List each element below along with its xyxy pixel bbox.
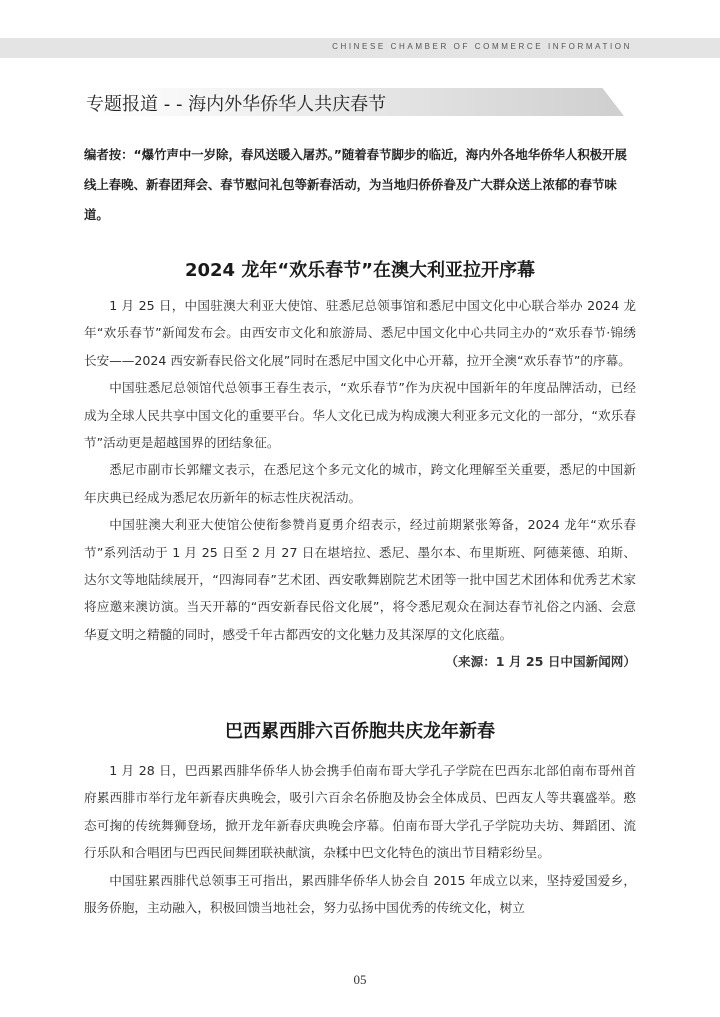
article-title: 巴西累西腓六百侨胞共庆龙年新春 [225, 721, 495, 742]
section-header [84, 88, 636, 116]
article-source: （来源：1 月 25 日中国新闻网） [445, 654, 636, 670]
section-title: 专题报道 - - 海内外华侨华人共庆春节 [86, 94, 387, 115]
paragraph: 中国驻澳大利亚大使馆公使衔参赞肖夏勇介绍表示，经过前期紧张筹备，2024 龙年“欢乐春节”系列活动于 1 月 25 日至 2 月 27 日在堪培拉、悉尼、墨尔本、布里斯班、阿德莱德、珀斯、达尔文等地陆续展开，“四海同春”艺术团、西安歌舞剧院艺术团等一批中国艺术团体和优秀艺术家将应邀来澳访演。当天开幕的“西安新春民俗文化展”，将令悉尼观众在洞达春节礼俗之内涵、会意华夏文明之精髓的同时，感受千年古都西安的文化魅力及其深厚的文化底蕴。 [84, 517, 636, 642]
article-body [84, 292, 636, 676]
editor-note: 编者按：“爆竹声中一岁除，春风送暖入屠苏。”随着春节脚步的临近，海内外各地华侨华人积极开展线上春晚、新春团拜会、春节慰问礼包等新春活动，为当地归侨侨眷及广大群众送上浓郁的春节味道。 [84, 147, 627, 222]
article-body [84, 757, 636, 921]
header-band [0, 38, 720, 58]
publication-name: CHINESE CHAMBER OF COMMERCE INFORMATION [332, 42, 632, 51]
paragraph: 中国驻悉尼总领馆代总领事王春生表示，“欢乐春节”作为庆祝中国新年的年度品牌活动，已经成为全球人民共享中国文化的重要平台。华人文化已成为构成澳大利亚多元文化的一部分，“欢乐春节”活动更是超越国界的团结象征。 [84, 380, 636, 451]
paragraph: 1 月 28 日，巴西累西腓华侨华人协会携手伯南布哥大学孔子学院在巴西东北部伯南布哥州首府累西腓市举行龙年新春庆典晚会，吸引六百余名侨胞及协会全体成员、巴西友人等共襄盛举。憨态可掬的传统舞狮登场，掀开龙年新春庆典晚会序幕。伯南布哥大学孔子学院功夫坊、舞蹈团、流行乐队和合唱团与巴西民间舞团联袂献演，杂糅中巴文化特色的演出节目精彩纷呈。 [84, 763, 636, 861]
article-title: 2024 龙年“欢乐春节”在澳大利亚拉开序幕 [184, 260, 536, 281]
page-number: 05 [353, 972, 367, 987]
paragraph: 中国驻累西腓代总领事王可指出，累西腓华侨华人协会自 2015 年成立以来，坚持爱国爱乡，服务侨胞，主动融入，积极回馈当地社会，努力弘扬中国优秀的传统文化，树立 [84, 872, 636, 916]
paragraph: 1 月 25 日，中国驻澳大利亚大使馆、驻悉尼总领事馆和悉尼中国文化中心联合举办 2024 龙年“欢乐春节”新闻发布会。由西安市文化和旅游局、悉尼中国文化中心共同主办的“欢乐春节·锦绣长安——2024 西安新春民俗文化展”同时在悉尼中国文化中心开幕，拉开全澳“欢乐春节”的序幕。 [84, 298, 636, 368]
paragraph: 悉尼市副市长郭耀文表示，在悉尼这个多元文化的城市，跨文化理解至关重要，悉尼的中国新年庆典已经成为悉尼农历新年的标志性庆祝活动。 [84, 462, 636, 505]
